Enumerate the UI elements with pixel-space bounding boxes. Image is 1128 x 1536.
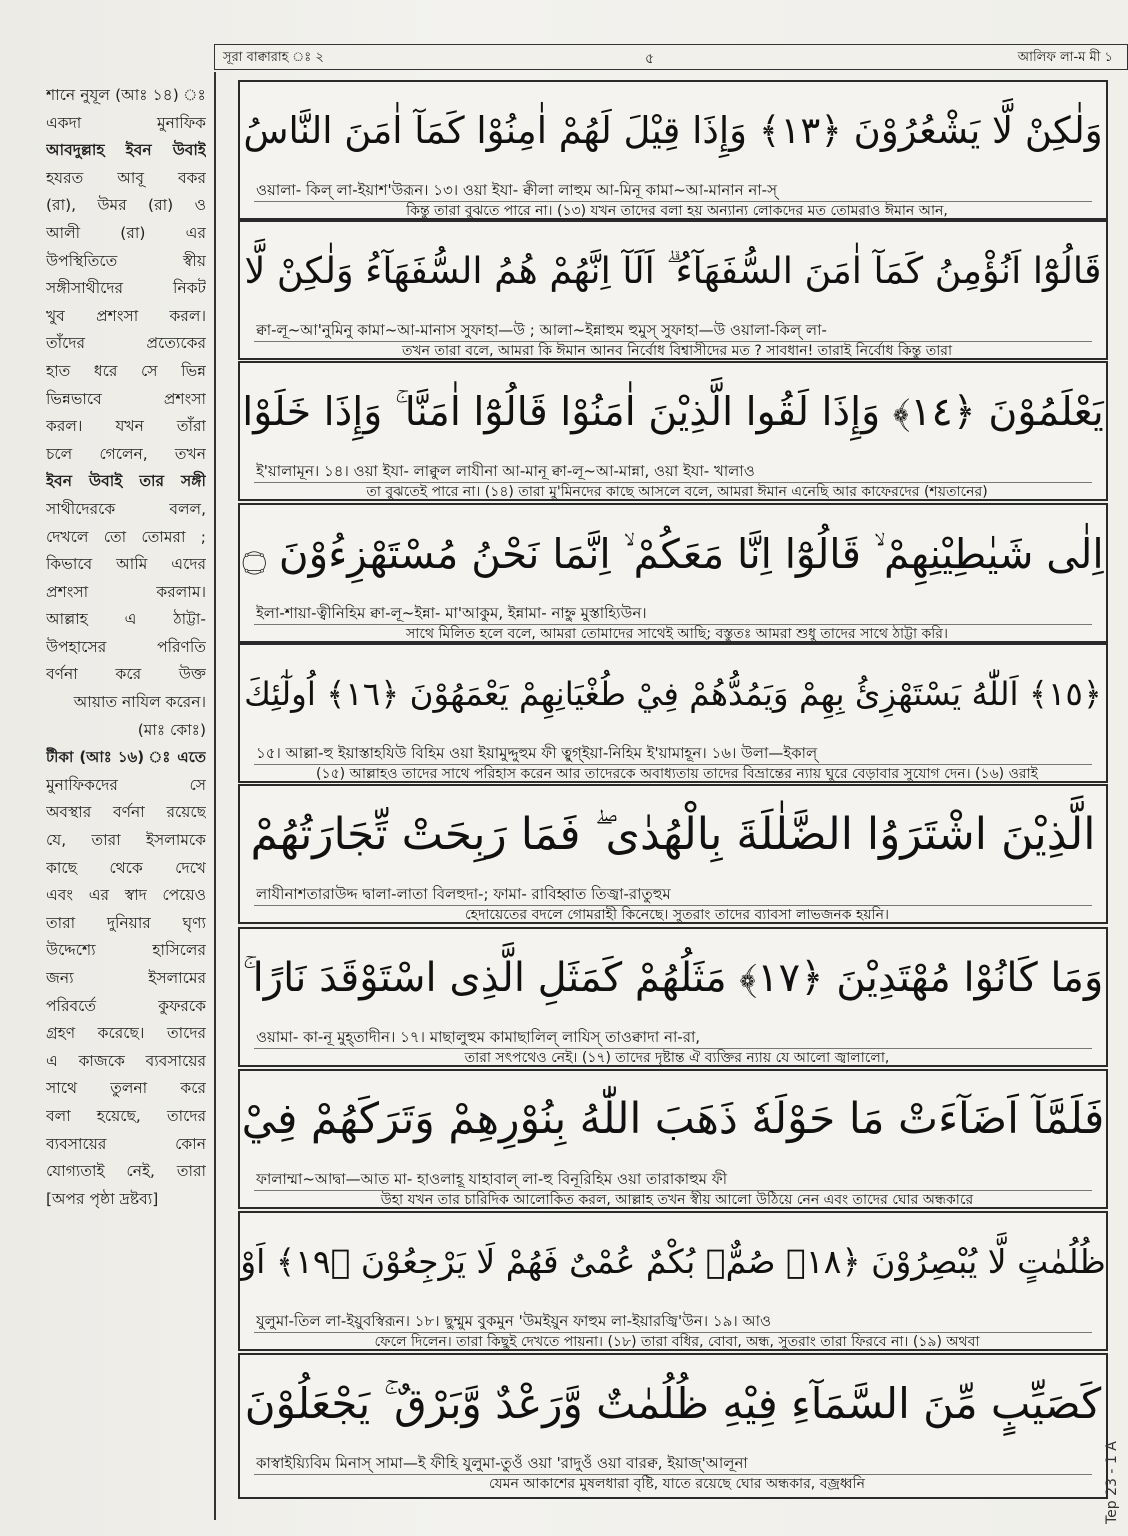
margin-note-line: হযরত আবূ বকর	[46, 168, 206, 187]
arabic-text: وَلٰكِنْ لَّا يَشْعُرُوْنَ ﴿١٣﴾ وَإِذَا قِيْلَ لَهُمْ اٰمِنُوْا كَمَآ اٰمَنَ النَّاسُ	[243, 109, 1103, 152]
margin-note-line: এ কাজকে ব্যবসায়ের	[46, 1051, 206, 1070]
margin-commentary	[46, 82, 206, 1477]
margin-note-line: কিভাবে আমি এদের	[46, 555, 206, 574]
margin-note-line: (রা), উমর (রা) ও	[46, 196, 206, 215]
arabic-text: اِلٰى شَيٰطِيْنِهِمْ ۙ قَالُوْٓا اِنَّا مَعَكُمْ ۙ اِنَّمَا نَحْنُ مُسْتَهْزِءُوْنَ ۝	[242, 530, 1104, 578]
bengali-meaning: তারা সৎপথেও নেই। (১৭) তাদের দৃষ্টান্ত ঐ ব্যক্তির ন্যায় যে আলো জ্বালালো,	[464, 1050, 890, 1066]
margin-note-line: মুনাফিকদের সে	[46, 775, 206, 794]
transliteration: ইলা-শায়া-ত্বীনিহিম ক্বা-লূ~ইন্না- মা'আকুম, ইন্নামা- নাহ্নু মুস্তাহ্যিউন।	[256, 604, 647, 622]
verse-block	[238, 220, 1108, 360]
margin-note-line: শানে নুযূল (আঃ ১৪) ঃ	[46, 86, 206, 104]
page-number: ৫	[645, 51, 655, 67]
arabic-text: فَلَمَّآ اَضَآءَتْ مَا حَوْلَهٗ ذَهَبَ اللّٰهُ بِنُوْرِهِمْ وَتَرَكَهُمْ فِيْ	[241, 1095, 1105, 1144]
margin-note-line: উপহাসের পরিণতি	[46, 637, 206, 656]
arabic-text: قَالُوْٓا اَنُؤْمِنُ كَمَآ اٰمَنَ السُّفَهَآءُ ۗ اَلَآ اِنَّهُمْ هُمُ السُّفَهَآءُ وَلٰكِنْ لَّا	[244, 249, 1102, 292]
arabic-text: ظُلُمٰتٍ لَّا يُبْصِرُوْنَ ﴿١٨﴾ صُمٌّۢ بُكْمٌ عُمْىٌ فَهُمْ لَا يَرْجِعُوْنَ ﴿١٩﴾ اَوْ	[240, 1242, 1106, 1281]
verse-block	[238, 1353, 1108, 1499]
verse-block	[238, 361, 1108, 501]
margin-note-line: খুব প্রশংসা করল।	[46, 306, 206, 325]
margin-note-line: দেখলে তো তোমরা ;	[46, 527, 206, 546]
verse-block	[238, 643, 1108, 783]
margin-note-line: এবং এর স্বাদ পেয়েও	[46, 886, 206, 905]
margin-note-line: ভিন্নভাবে প্রশংসা	[46, 389, 206, 408]
margin-note-line: অবস্থার বর্ণনা রয়েছে	[46, 803, 206, 822]
verse-block	[238, 1211, 1108, 1351]
margin-note-line: সঙ্গীসাথীদের নিকট	[46, 279, 206, 298]
margin-note-line: ব্যবসায়ের কোন	[46, 1134, 206, 1153]
bengali-meaning: যেমন আকাশের মুষলধারা বৃষ্টি, যাতে রয়েছে ঘোর অন্ধকার, বজ্রধ্বনি	[488, 1476, 866, 1492]
bengali-meaning: তা বুঝতেই পারে না। (১৪) তারা মু'মিনদের কাছে আসলে বলে, আমরা ঈমান এনেছি আর কাফেরদের (শয়তানের)	[366, 484, 988, 500]
margin-note-line: জন্য ইসলামের	[46, 969, 206, 987]
arabic-text: ﴿١٥﴾ اَللّٰهُ يَسْتَهْزِئُ بِهِمْ وَيَمُدُّهُمْ فِيْ طُغْيَانِهِمْ يَعْمَهُوْنَ ﴿١٦﴾ اُولٰٓئِكَ	[244, 675, 1102, 713]
margin-note-line: আবদুল্লাহ ইবন উবাই	[46, 141, 206, 160]
verse-block	[238, 1069, 1108, 1209]
bengali-meaning: সাথে মিলিত হলে বলে, আমরা তোমাদের সাথেই আছি; বস্তুতঃ আমরা শুধু তাদের সাথে ঠাট্টা করি।	[406, 626, 948, 642]
margin-note-line: সাথে তুলনা করে	[46, 1079, 206, 1098]
margin-note-line: বলা হয়েছে, তাদের	[46, 1106, 206, 1125]
transliteration: ওয়ামা- কা-নূ মুহ্তাদীন। ১৭। মাছালুহুম কামাছালিল্ লাযিস্ তাওক্বাদা না-রা,	[256, 1028, 701, 1046]
transliteration: ফালাম্মা~আদ্বা—আত মা- হাওলাহূ যাহাবাল্ লা-হু বিনূরিহিম ওয়া তারাকাহুম ফী	[256, 1170, 728, 1188]
margin-note-line: কাছে থেকে দেখে	[46, 858, 206, 877]
transliteration: যুলুমা-তিল লা-ইয়ুবস্বিরূন। ১৮। ছুম্মুম বুকমুন 'উমইয়ুন ফাহুম লা-ইয়ারজ্বি'উন। ১৯। আও	[256, 1312, 771, 1330]
verse-block	[238, 80, 1108, 220]
margin-note-line: যে, তারা ইসলামকে	[46, 831, 206, 850]
print-tag: Tep 23 - 1 A	[1104, 1441, 1120, 1525]
margin-note-line: যোগ্যতাই নেই, তারা	[46, 1162, 206, 1181]
verse-frame	[214, 72, 1106, 1520]
verse-block	[238, 784, 1108, 924]
verse-block	[238, 927, 1108, 1067]
bengali-meaning: (১৫) আল্লাহও তাদের সাথে পরিহাস করেন আর তাদেরকে অবাধ্যতায় তাদের বিভ্রান্তের ন্যায় ঘুরে বেড়াবার সুযোগ দেন। (১৬) ওরাই	[316, 766, 1038, 782]
margin-note-line: একদা মুনাফিক	[46, 113, 206, 132]
margin-note-line: তারা দুনিয়ার ঘৃণ্য	[46, 913, 206, 932]
transliteration: ক্বা-লূ~আ'নুমিনু কামা~আ-মানাস সুফাহা—উ ; আলা~ইন্নাহুম হুমুস্ সুফাহা—উ ওয়ালা-কিল্ লা-	[256, 321, 827, 339]
margin-note-line: উদ্দেশ্যে হাসিলের	[46, 941, 206, 960]
arabic-text: الَّذِيْنَ اشْتَرَوُا الضَّلٰلَةَ بِالْهُدٰى ۖ فَمَا رَبِحَتْ تِّجَارَتُهُمْ	[250, 809, 1096, 860]
margin-note-line: চলে গেলেন, তখন	[46, 444, 206, 463]
page-header	[214, 44, 1128, 70]
bengali-meaning: উহা যখন তার চারিদিক আলোকিত করল, আল্লাহ তখন স্বীয় আলো উঠিয়ে নেন এবং তাদের ঘোর অন্ধকারে	[380, 1192, 974, 1208]
bengali-meaning: কিন্তু তারা বুঝতে পারে না। (১৩) যখন তাদের বলা হয় অন্যান্য লোকদের মত তোমরাও ঈমান আন,	[406, 203, 948, 219]
margin-note-line: হাত ধরে সে ভিন্ন	[46, 361, 206, 380]
transliteration: ওয়ালা- কিল্ লা-ইয়াশ'উরূন। ১৩। ওয়া ইযা- ক্বীলা লাহুম আ-মিনূ কামা~আ-মানান না-স্	[256, 181, 778, 199]
margin-note-line: আল্লাহ এ ঠাট্টা-	[46, 610, 206, 629]
bengali-meaning: হেদায়েতের বদলে গোমরাহী কিনেছে। সুতরাং তাদের ব্যাবসা লাভজনক হয়নি।	[464, 907, 890, 923]
arabic-text: كَصَيِّبٍ مِّنَ السَّمَآءِ فِيْهِ ظُلُمٰتٌ وَّرَعْدٌ وَّبَرْقٌ ۚ يَجْعَلُوْنَ	[244, 1379, 1102, 1428]
margin-note-line: আলী (রা) এর	[46, 223, 206, 242]
margin-note-line: করল। যখন তাঁরা	[46, 417, 206, 436]
margin-note-line: বর্ণনা করে উক্ত	[46, 665, 206, 684]
transliteration: ১৫। আল্লা-হু ইয়াস্তাহযিউ বিহিম ওয়া ইয়ামুদ্দুহুম ফী ত্বুগ্ইয়া-নিহিম ই'য়ামাহূন। ১৬। উলা—ইকাল্	[256, 744, 818, 762]
surah-name: সূরা বাক্বারাহ ঃ ২	[223, 50, 324, 65]
arabic-text: وَمَا كَانُوْا مُهْتَدِيْنَ ﴿١٧﴾ مَثَلُهُمْ كَمَثَلِ الَّذِى اسْتَوْقَدَ نَارًا ۚ	[242, 955, 1104, 1001]
margin-note-line: গ্রহণ করেছে। তাদের	[46, 1024, 206, 1043]
margin-note-line: পরিবর্তে কুফরকে	[46, 996, 206, 1015]
margin-note-line: টীকা (আঃ ১৬) ঃ এতে	[46, 748, 206, 767]
margin-note-line: (মাঃ কোঃ)	[137, 720, 206, 739]
transliteration: ই'য়ালামূন। ১৪। ওয়া ইযা- লাক্বুল লাযীনা আ-মানূ ক্বা-লূ~আ-মান্না, ওয়া ইযা- খালাও	[256, 462, 755, 480]
arabic-text: يَعْلَمُوْنَ ﴿١٤﴾ وَإِذَا لَقُوا الَّذِيْنَ اٰمَنُوْا قَالُوْٓا اٰمَنَّا ۚ وَإِذَا خَلَوْا	[242, 389, 1104, 435]
margin-note-line: সাথীদেরকে বলল,	[46, 499, 206, 518]
margin-note-line: তাঁদের প্রত্যেকের	[46, 334, 206, 353]
juz-name: আলিফ লা-ম মী ১	[1017, 50, 1113, 65]
margin-note-line: আয়াত নাযিল করেন।	[73, 693, 206, 712]
transliteration: লাযীনাশতারাউদ্দ দ্বালা-লাতা বিলহুদা-; ফামা- রাবিহ্বাত তিজ্বা-রাতুহুম	[256, 885, 671, 903]
bengali-meaning: ফেলে দিলেন। তারা কিছুই দেখতে পায়না। (১৮) তারা বধির, বোবা, অন্ধ, সুতরাং তারা ফিরবে না। (১৯) অথবা	[374, 1334, 980, 1350]
margin-note-line: উপস্থিতিতে স্বীয়	[46, 251, 206, 270]
margin-note-line: [অপর পৃষ্ঠা দ্রষ্টব্য]	[46, 1189, 159, 1208]
verse-block	[238, 503, 1108, 643]
margin-note-line: ইবন উবাই তার সঙ্গী	[46, 472, 206, 491]
bengali-meaning: তখন তারা বলে, আমরা কি ঈমান আনব নির্বোধ বিশ্বাসীদের মত ? সাবধান! তারাই নির্বোধ কিন্তু তারা	[401, 343, 953, 359]
margin-note-line: প্রশংসা করলাম।	[46, 582, 206, 601]
transliteration: কাস্বাইয়্যিবিম মিনাস্ সামা—ই ফীহি যুলুমা-তুওঁ ওয়া 'রাদুওঁ ওয়া বারক্ব, ইয়াজ্'আলূনা	[256, 1454, 748, 1472]
